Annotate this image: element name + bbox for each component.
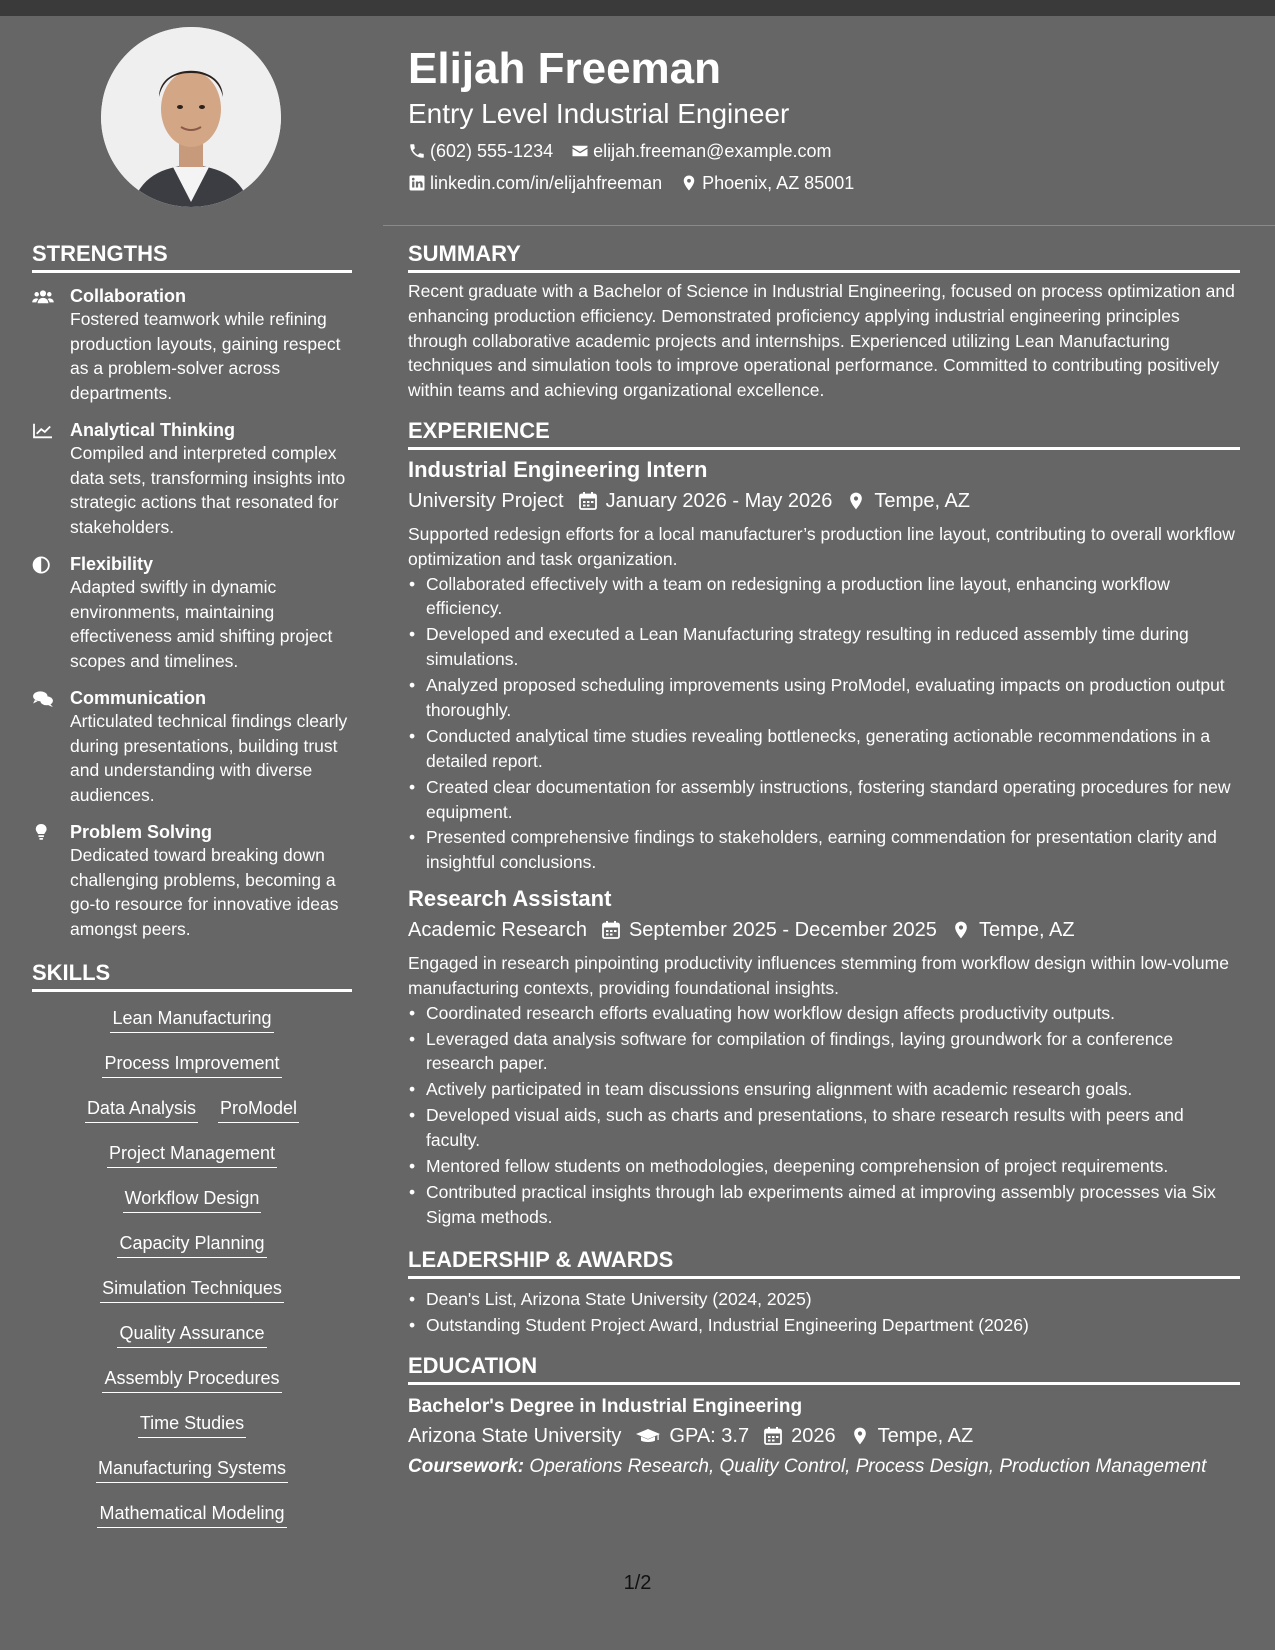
strength-item bbox=[32, 687, 352, 807]
coursework bbox=[408, 1455, 1240, 1480]
users-icon bbox=[32, 288, 54, 306]
summary-section bbox=[408, 240, 1240, 403]
job-meta bbox=[408, 488, 1240, 514]
job-bullet: • Created clear documentation for assembly instructions, fostering standard operating procedures for new equipment. bbox=[426, 775, 1240, 825]
strength-title: Collaboration bbox=[70, 286, 186, 306]
coursework-list: Operations Research, Quality Control, Process Design, Production Management bbox=[529, 1455, 1207, 1477]
map-marker-icon bbox=[951, 920, 971, 940]
right-column bbox=[408, 240, 1240, 1479]
calendar-icon bbox=[601, 920, 621, 940]
map-marker-icon bbox=[680, 174, 698, 192]
strength-item bbox=[32, 419, 352, 539]
job-dates: January 2026 - May 2026 bbox=[605, 489, 833, 512]
job-summary: Engaged in research pinpointing productivity influences stemming from workflow design within low-volume manufacturing contexts, providing foundational insights. bbox=[408, 953, 1229, 998]
job-bullet: • Analyzed proposed scheduling improvements using ProModel, evaluating impacts on production output thoroughly. bbox=[426, 673, 1240, 723]
strength-desc: Articulated technical findings clearly during presentations, building trust and understanding with diverse audiences. bbox=[70, 711, 348, 805]
phone-icon bbox=[408, 142, 426, 160]
job-org: University Project bbox=[408, 489, 564, 512]
phone-number: (602) 555-1234 bbox=[430, 141, 554, 161]
linkedin-url[interactable]: linkedin.com/in/elijahfreeman bbox=[430, 173, 663, 193]
skill-tag: Manufacturing Systems bbox=[96, 1456, 288, 1483]
leadership-heading: LEADERSHIP & AWARDS bbox=[408, 1246, 1240, 1279]
skill-tag: Simulation Techniques bbox=[100, 1276, 284, 1303]
envelope-icon bbox=[571, 142, 589, 160]
summary-heading: SUMMARY bbox=[408, 240, 1240, 273]
job-bullet: • Mentored fellow students on methodologies, deepening comprehension of project requirements. bbox=[426, 1154, 1240, 1179]
page-number: 1/2 bbox=[623, 1572, 652, 1594]
coursework-label: Coursework: bbox=[408, 1455, 525, 1477]
job-bullet: • Coordinated research efforts evaluating how workflow design affects productivity outputs. bbox=[426, 1001, 1240, 1026]
job-bullet: • Presented comprehensive findings to stakeholders, earning commendation for presentation clarity and insightful conclusions. bbox=[426, 825, 1240, 875]
job-dates: September 2025 - December 2025 bbox=[628, 919, 937, 942]
graduation-year: 2026 bbox=[791, 1424, 836, 1447]
job-summary: Supported redesign efforts for a local manufacturer’s production line layout, contributing to overall workflow optimization and task organization. bbox=[408, 523, 1235, 569]
skill-tag: Assembly Procedures bbox=[102, 1366, 281, 1393]
job-bullet: • Contributed practical insights through lab experiments aimed at improving assembly processes via Six Sigma methods. bbox=[426, 1180, 1240, 1230]
summary-text: Recent graduate with a Bachelor of Science in Industrial Engineering, focused on process optimization and enhancing production efficiency. Demonstrated proficiency applying industrial engineering principles through collaborative academic projects and internships. Experienced utilizing Lean Manufacturing techniques and simulation tools to improve operational performance. Committed to contributing positively within teams and achieving organizational excellence. bbox=[408, 281, 1235, 401]
candidate-name: Elijah Freeman bbox=[408, 44, 722, 93]
strength-desc: Adapted swiftly in dynamic environments, maintaining effectiveness amid shifting project scopes and timelines. bbox=[70, 577, 333, 671]
strength-item bbox=[32, 821, 352, 941]
strength-desc: Fostered teamwork while refining production layouts, gaining respect as a problem-solver across departments. bbox=[70, 309, 341, 403]
strength-desc: Compiled and interpreted complex data sets, transforming insights into strategic actions that resonated for stakeholders. bbox=[70, 443, 346, 537]
strength-desc: Dedicated toward breaking down challenging problems, becoming a go-to resource for innovative ideas amongst peers. bbox=[70, 845, 339, 939]
strength-item bbox=[32, 553, 352, 673]
experience-heading: EXPERIENCE bbox=[408, 417, 1240, 450]
job-entry bbox=[408, 456, 1240, 875]
comments-icon bbox=[32, 690, 54, 708]
skill-tag: Quality Assurance bbox=[117, 1321, 266, 1348]
header-divider bbox=[383, 225, 1275, 226]
skills-heading: SKILLS bbox=[32, 959, 352, 992]
job-entry bbox=[408, 885, 1240, 1230]
job-meta bbox=[408, 917, 1240, 943]
gpa-text: GPA: 3.7 bbox=[669, 1424, 750, 1447]
map-marker-icon bbox=[846, 491, 866, 511]
skill-tag: Time Studies bbox=[138, 1411, 246, 1438]
left-column bbox=[32, 240, 352, 1546]
strengths-heading: STRENGTHS bbox=[32, 240, 352, 273]
job-location: Tempe, AZ bbox=[978, 919, 1075, 942]
top-bar bbox=[0, 0, 1275, 16]
email-address[interactable]: elijah.freeman@example.com bbox=[593, 141, 832, 161]
job-title: Research Assistant bbox=[408, 886, 612, 912]
education-heading: EDUCATION bbox=[408, 1352, 1240, 1385]
email-item[interactable] bbox=[571, 140, 831, 162]
calendar-icon bbox=[763, 1426, 783, 1446]
job-bullet: • Conducted analytical time studies revealing bottlenecks, generating actionable recommendations in a detailed report. bbox=[426, 724, 1240, 774]
job-location: Tempe, AZ bbox=[874, 489, 971, 512]
education-meta bbox=[408, 1423, 1240, 1449]
phone-item bbox=[408, 140, 553, 162]
adjust-icon bbox=[32, 556, 54, 574]
linkedin-icon bbox=[408, 174, 426, 192]
lightbulb-icon bbox=[32, 824, 54, 842]
resume-header bbox=[408, 40, 1248, 194]
skill-tag: Workflow Design bbox=[123, 1186, 262, 1213]
candidate-title: Entry Level Industrial Engineer bbox=[408, 98, 790, 129]
job-bullet: • Developed visual aids, such as charts and presentations, to share research results with peers and faculty. bbox=[426, 1103, 1240, 1153]
map-marker-icon bbox=[850, 1426, 870, 1446]
award-item: • Dean's List, Arizona State University (2024, 2025) bbox=[426, 1287, 1240, 1312]
strength-title: Problem Solving bbox=[70, 822, 213, 842]
job-bullet: • Leveraged data analysis software for compilation of findings, laying groundwork for a conference research paper. bbox=[426, 1027, 1240, 1077]
strengths-list bbox=[32, 285, 352, 941]
strength-title: Analytical Thinking bbox=[70, 420, 236, 440]
job-org: Academic Research bbox=[408, 919, 587, 942]
skill-tag: Mathematical Modeling bbox=[97, 1501, 286, 1528]
job-bullet: • Developed and executed a Lean Manufacturing strategy resulting in reduced assembly time during simulations. bbox=[426, 622, 1240, 672]
experience-section bbox=[408, 417, 1240, 1230]
skill-tag: Data Analysis bbox=[85, 1096, 198, 1123]
contact-row-2 bbox=[408, 172, 1248, 194]
skill-tag: Lean Manufacturing bbox=[110, 1006, 273, 1033]
strength-title: Flexibility bbox=[70, 554, 154, 574]
degree-title: Bachelor's Degree in Industrial Engineering bbox=[408, 1395, 803, 1417]
job-bullets bbox=[408, 1001, 1240, 1230]
profile-photo bbox=[101, 27, 281, 207]
school-location: Tempe, AZ bbox=[877, 1424, 974, 1447]
location-text: Phoenix, AZ 85001 bbox=[702, 173, 855, 193]
skill-tag: Capacity Planning bbox=[117, 1231, 266, 1258]
award-item: • Outstanding Student Project Award, Industrial Engineering Department (2026) bbox=[426, 1313, 1240, 1338]
strength-item bbox=[32, 285, 352, 405]
skill-tag: Project Management bbox=[107, 1141, 277, 1168]
location-item bbox=[680, 172, 854, 194]
job-title: Industrial Engineering Intern bbox=[408, 456, 708, 482]
chart-line-icon bbox=[32, 422, 54, 440]
job-bullets bbox=[408, 572, 1240, 876]
calendar-icon bbox=[578, 491, 598, 511]
skills-list bbox=[32, 1006, 352, 1546]
strength-title: Communication bbox=[70, 688, 207, 708]
leadership-list bbox=[408, 1287, 1240, 1338]
leadership-section bbox=[408, 1246, 1240, 1338]
linkedin-item[interactable] bbox=[408, 172, 662, 194]
job-bullet: • Collaborated effectively with a team on redesigning a production line layout, enhancing workflow efficiency. bbox=[426, 572, 1240, 622]
education-section bbox=[408, 1352, 1240, 1480]
contact-row-1 bbox=[408, 140, 1248, 162]
school-name: Arizona State University bbox=[408, 1424, 622, 1447]
job-bullet: • Actively participated in team discussions ensuring alignment with academic research goals. bbox=[426, 1077, 1240, 1102]
graduation-cap-icon bbox=[635, 1426, 661, 1446]
skill-tag: ProModel bbox=[218, 1096, 299, 1123]
skill-tag: Process Improvement bbox=[102, 1051, 281, 1078]
